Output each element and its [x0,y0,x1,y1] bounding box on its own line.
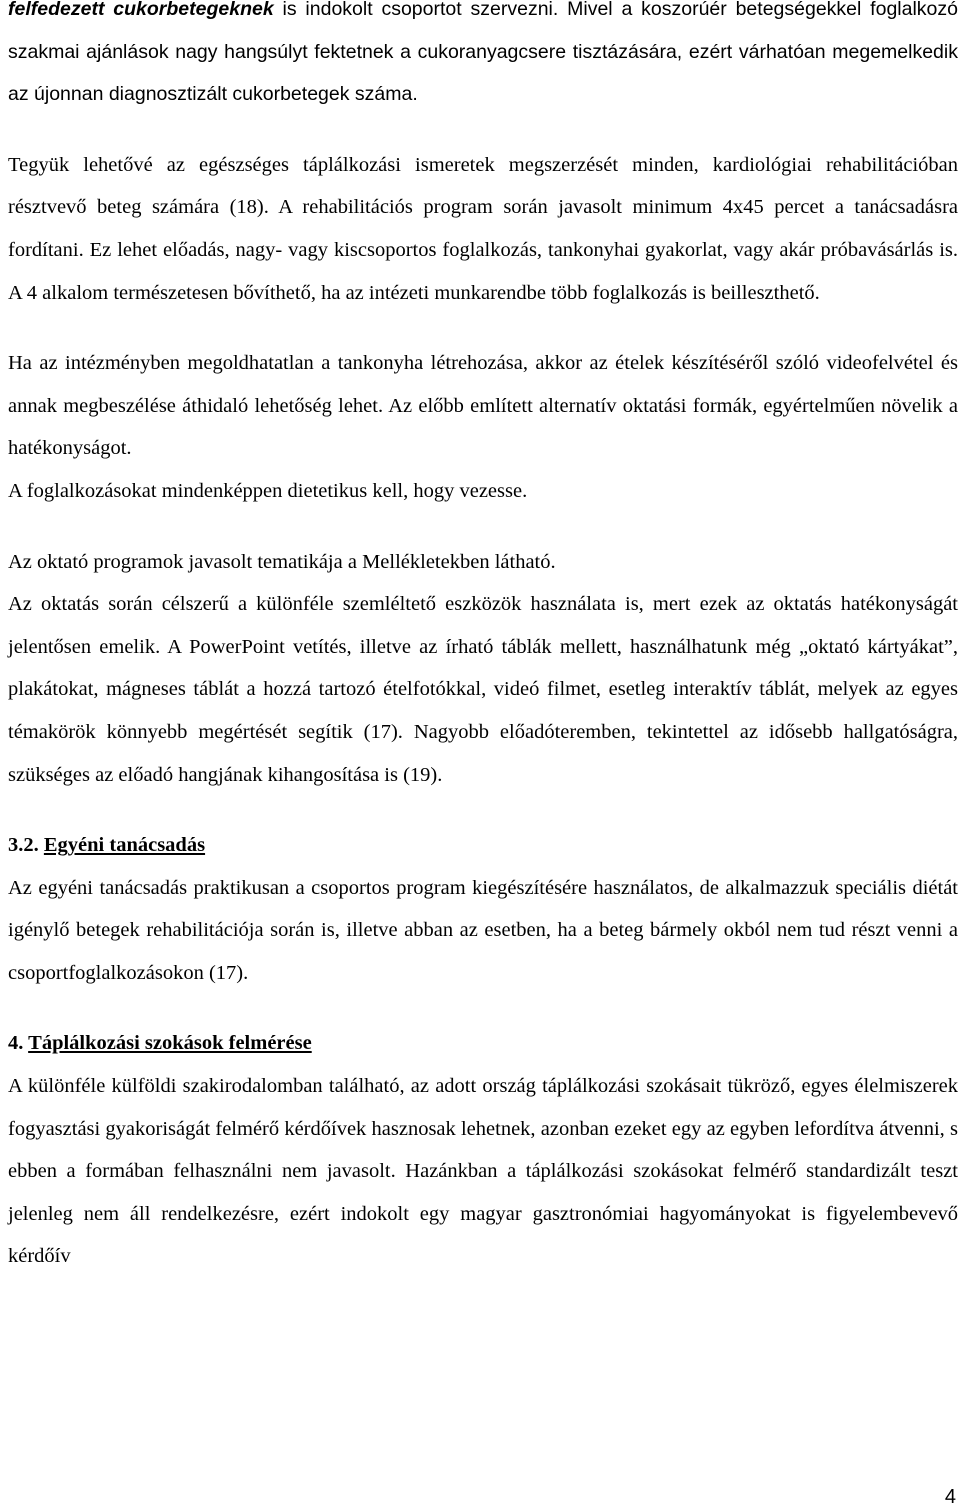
section-title: Egyéni tanácsadás [43,834,206,857]
paragraph-nutrition-education: Tegyük lehetővé az egészséges táplálkozási ismeretek megszerzését minden, kardiológiai rehabilitációban résztvevő beteg számára (18). A rehabilitációs program során javasolt minimum 4x45 percet a tanácsadásra fordítani. Ez lehet előadás, nagy- vagy kiscsoportos foglalkozás, tankonyhai gyakorlat, vagy akár próbavásárlás is. A 4 alkalom természetesen bővíthető, ha az intézeti munkarendbe több foglalkozás is beilleszthető. [8,153,958,304]
section-heading-eating-habits [8,1022,958,1065]
paragraph-individual-counseling: Az egyéni tanácsadás praktikusan a csoportos program kiegészítésére használatos, de alkalmazzuk speciális diétát igénylő betegek rehabilitációja során is, illetve abban az esetben, ha a beteg bármely okból nem tud részt venni a csoportfoglalkozásokon (17). [8,876,958,984]
paragraph-teaching-kitchen: Ha az intézményben megoldhatatlan a tankonyha létrehozása, akkor az ételek készítéséről szóló videofelvétel és annak megbeszélése áthidaló lehetőség lehet. Az előbb említett alternatív oktatási formák, egyértelműen növelik a hatékonyságot. [8,352,958,460]
paragraph-dietitian: A foglalkozásokat mindenképpen dietetikus kell, hogy vezesse. [8,479,528,502]
section-heading-individual-counseling [8,824,958,867]
emphasized-text: felfedezett cukorbetegeknek [8,0,274,20]
document-page [8,0,958,1278]
section-number: 4. [8,1032,24,1055]
paragraph-questionnaires: A különféle külföldi szakirodalomban található, az adott ország táplálkozási szokásait tükröző, egyes élelmiszerek fogyasztási gyakoriságát felmérő kérdőívek hasznosak lehetnek, azonban ezeket egy az egyben lefordítva átvenni, s ebben a formában felhasználni nem javasolt. Hazánkban a táplálkozási szokásokat felmérő standardizált teszt jelenleg nem áll rendelkezésre, ezért indokolt egy magyar gasztronómiai hagyományokat is figyelembevevő kérdőív [8,1075,958,1268]
page-number: 4 [944,1486,956,1508]
paragraph-visual-aids: Az oktatás során célszerű a különféle szemléltető eszközök használata is, mert ezek az oktatás hatékonyságát jelentősen emelik. A PowerPoint vetítés, illetve az írható táblák mellett, használhatunk még „oktató kártyákat”, plakátokat, mágneses táblát a hozzá tartozó ételfotókkal, videó filmet, esetleg interaktív táblát, melyek az egyes témakörök könnyebb megértését segítik (17). Nagyobb előadóteremben, tekintettel az idősebb hallgatóságra, szükséges az előadó hangjának kihangosítása is (19). [8,593,958,786]
paragraph-text: is indokolt csoportot szervezni. Mivel a koszorúér betegségekkel foglalkozó szakmai ajánlások nagy hangsúlyt fektetnek a cukoranyagcsere tisztázására, ezért várhatóan megemelkedik az újonnan diagnosztizált cukorbetegek száma. [8,0,958,106]
paragraph-intro [8,0,958,116]
section-title: Táplálkozási szokások felmérése [28,1032,312,1055]
paragraph-program-topics: Az oktató programok javasolt tematikája a Mellékletekben látható. [8,550,556,573]
section-number: 3.2. [8,834,39,857]
